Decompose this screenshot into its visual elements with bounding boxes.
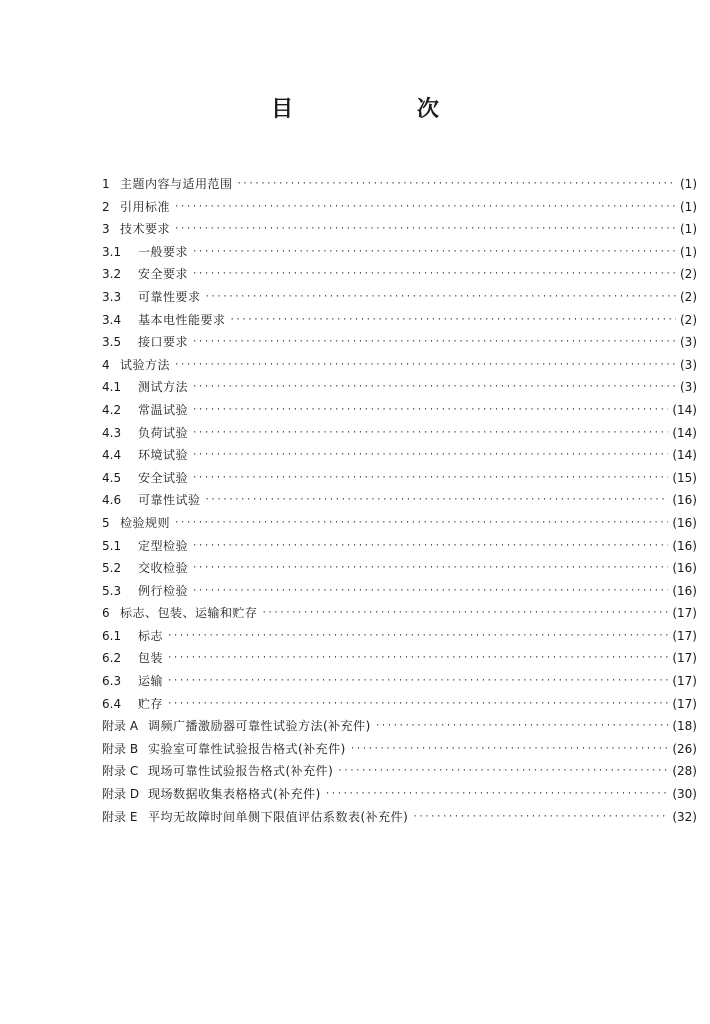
toc-entry [102, 444, 697, 467]
toc-dot-leader [230, 309, 676, 332]
toc-dot-leader [412, 806, 668, 829]
toc-entry-label: 平均无故障时间单侧下限值评估系数表(补充件) [148, 809, 409, 824]
toc-entry-label: 接口要求 [138, 335, 189, 350]
toc-entry-page: (1) [680, 177, 697, 191]
toc-entry [102, 738, 697, 761]
toc-dot-leader [205, 489, 669, 512]
toc-dot-leader [192, 535, 668, 558]
toc-entry [102, 422, 697, 445]
toc-dot-leader [192, 467, 668, 490]
toc-entry-number: 4.3 [102, 425, 122, 440]
toc-dot-leader [375, 715, 668, 738]
toc-entry-number: 4 [102, 357, 110, 372]
toc-dot-leader [337, 760, 668, 783]
toc-entry-number: 5 [102, 515, 110, 530]
toc-dot-leader [205, 286, 676, 309]
toc-entry-page: (15) [672, 470, 697, 485]
toc-entry [102, 286, 697, 309]
toc-dot-leader [174, 354, 676, 377]
toc-entry [102, 647, 697, 670]
toc-dot-leader [262, 602, 669, 625]
toc-entry [102, 670, 697, 693]
toc-entry-label: 标志 [138, 628, 164, 643]
page-title: 目 次 [271, 97, 497, 122]
toc-entry-number: 3.1 [102, 244, 122, 259]
toc-entry-page: (1) [680, 222, 697, 237]
toc-entry [102, 489, 697, 512]
toc-entry [102, 512, 697, 535]
toc-entry-label: 引用标准 [120, 199, 171, 214]
toc-dot-leader [167, 625, 668, 648]
toc-entry [102, 354, 697, 377]
toc-entry-label: 运输 [138, 674, 164, 689]
toc-entry-page: (17) [672, 628, 697, 643]
toc-entry-page: (3) [680, 357, 697, 372]
toc-entry [102, 331, 697, 354]
toc-entry-number: 3 [102, 222, 110, 237]
toc-dot-leader [192, 331, 676, 354]
toc-entry-page: (18) [672, 719, 697, 734]
toc-entry-number: 4.4 [102, 448, 122, 463]
toc-entry-page: (16) [672, 561, 697, 576]
toc-entry-page: (2) [680, 289, 697, 304]
toc-entry [102, 557, 697, 580]
toc-entry-label: 试验方法 [120, 357, 171, 372]
toc-entry-label: 环境试验 [138, 448, 189, 463]
toc-entry-number: 2 [102, 199, 110, 214]
toc-dot-leader [192, 376, 676, 399]
toc-entry-page: (17) [672, 651, 697, 666]
toc-entry-number: 4.5 [102, 470, 122, 485]
toc-dot-leader [167, 670, 668, 693]
toc-dot-leader [325, 783, 668, 806]
toc-entry-number: 6.1 [102, 628, 122, 643]
toc-dot-leader [167, 647, 668, 670]
toc-entry [102, 602, 697, 625]
toc-entry-label: 现场数据收集表格格式(补充件) [148, 787, 321, 802]
toc-entry-page: (26) [672, 741, 697, 756]
toc-entry-number: 附录 E [102, 809, 138, 824]
toc-entry-label: 常温试验 [138, 402, 189, 417]
toc-dot-leader [174, 512, 668, 535]
toc-dot-leader [174, 196, 676, 219]
toc-entry-page: (1) [680, 199, 697, 214]
toc-entry-number: 3.3 [102, 289, 122, 304]
toc-dot-leader [237, 173, 676, 196]
toc-entry-page: (3) [680, 335, 697, 350]
toc-entry-page: (14) [672, 448, 697, 463]
toc-entry-label: 安全要求 [138, 267, 189, 282]
toc-entry-number: 4.2 [102, 402, 122, 417]
toc-entry-label: 现场可靠性试验报告格式(补充件) [148, 764, 334, 779]
toc-entry-number: 附录 B [102, 741, 139, 756]
toc-entry [102, 399, 697, 422]
toc-entry-label: 交收检验 [138, 561, 189, 576]
toc-entry-number: 4.6 [102, 493, 122, 508]
toc-entry [102, 535, 697, 558]
toc-entry-label: 主题内容与适用范围 [120, 177, 233, 191]
toc-entry-label: 安全试验 [138, 470, 189, 485]
toc-entry-number: 6 [102, 606, 110, 621]
toc-entry-label: 贮存 [138, 696, 164, 711]
toc-dot-leader [192, 557, 668, 580]
toc-entry-number: 6.4 [102, 696, 122, 711]
toc-entry-label: 负荷试验 [138, 425, 189, 440]
toc-dot-leader [192, 444, 668, 467]
toc-entry-number: 5.3 [102, 583, 122, 598]
toc-entry [102, 309, 697, 332]
toc-entry-number: 3.2 [102, 267, 122, 282]
toc-entry-number: 3.4 [102, 312, 122, 327]
toc-entry-page: (16) [672, 538, 697, 553]
toc-entry-page: (14) [672, 425, 697, 440]
toc-entry-page: (3) [680, 380, 697, 395]
toc-dot-leader [167, 693, 668, 716]
toc-entry-number: 1 [102, 177, 110, 191]
toc-entry [102, 173, 697, 196]
toc-entry-label: 测试方法 [138, 380, 189, 395]
toc-entry [102, 196, 697, 219]
toc-entry-number: 附录 A [102, 719, 139, 734]
toc-entry-label: 可靠性试验 [138, 493, 201, 508]
toc-entry-label: 检验规则 [120, 515, 171, 530]
toc-entry-page: (16) [672, 583, 697, 598]
toc-entry-number: 6.3 [102, 674, 122, 689]
toc-entry-label: 调频广播激励器可靠性试验方法(补充件) [148, 719, 371, 734]
toc-entry-label: 例行检验 [138, 583, 189, 598]
toc-entry [102, 376, 697, 399]
toc-dot-leader [174, 218, 676, 241]
toc-dot-leader [192, 580, 668, 603]
toc-entry-page: (2) [680, 312, 697, 327]
toc-entry-page: (2) [680, 267, 697, 282]
toc-dot-leader [192, 399, 668, 422]
toc-entry [102, 241, 697, 264]
toc-entry [102, 467, 697, 490]
toc-entry-label: 可靠性要求 [138, 289, 201, 304]
toc-entry-page: (17) [672, 674, 697, 689]
toc-entry-label: 实验室可靠性试验报告格式(补充件) [148, 741, 346, 756]
toc-entry-label: 标志、包装、运输和贮存 [120, 606, 258, 621]
toc-entry-page: (17) [672, 606, 697, 621]
toc-entry-label: 一般要求 [138, 244, 189, 259]
toc-entry-number: 6.2 [102, 651, 122, 666]
toc-entry [102, 580, 697, 603]
toc-entry [102, 263, 697, 286]
toc-entry-page: (14) [672, 402, 697, 417]
toc-entry-page: (32) [672, 809, 697, 824]
toc-dot-leader [350, 738, 668, 761]
toc-entry [102, 625, 697, 648]
toc-entry-page: (28) [672, 764, 697, 779]
toc-entry-label: 技术要求 [120, 222, 171, 237]
toc-entry-number: 5.1 [102, 538, 122, 553]
toc-entry-page: (30) [672, 787, 697, 802]
toc-entry-label: 包装 [138, 651, 164, 666]
toc-entry-number: 4.1 [102, 380, 122, 395]
toc-entry-page: (1) [680, 244, 697, 259]
toc-dot-leader [192, 422, 668, 445]
toc-entry-page: (16) [672, 493, 697, 508]
toc-entry [102, 693, 697, 716]
toc-entry-label: 定型检验 [138, 538, 189, 553]
toc-entry-number: 附录 D [102, 787, 140, 802]
toc-entry [102, 218, 697, 241]
toc-entry [102, 715, 697, 738]
toc-entry-page: (17) [672, 696, 697, 711]
toc-entry-number: 3.5 [102, 335, 122, 350]
toc-entry-number: 5.2 [102, 561, 122, 576]
toc-entry [102, 806, 697, 829]
toc-entry [102, 783, 697, 806]
toc-dot-leader [192, 263, 676, 286]
toc-entry [102, 760, 697, 783]
toc-dot-leader [192, 241, 676, 264]
toc-entry-number: 附录 C [102, 764, 139, 779]
toc-entry-label: 基本电性能要求 [138, 312, 226, 327]
table-of-contents [102, 173, 697, 828]
toc-entry-page: (16) [672, 515, 697, 530]
